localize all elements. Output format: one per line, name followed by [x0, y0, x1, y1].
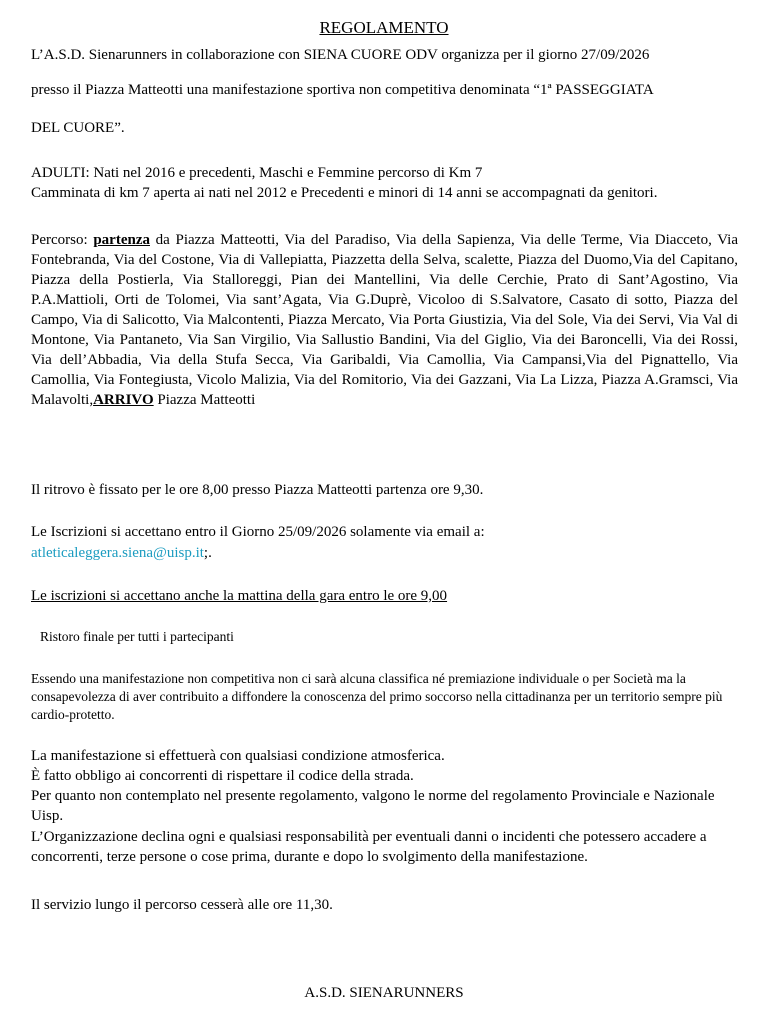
percorso-route: da Piazza Matteotti, Via del Paradiso, Via della Sapienza, Via delle Terme, Via Diacceto, Via Fontebranda, Via del Costone, Via di Vallepiatta, Piazzetta della Selva, scalette, Piazza del Duomo,Via del Capitano, Piazza della Postierla, Via Stalloreggi, Pian dei Mantellini, Via delle Cerchie, Prato di Sant’Agostino, Via P.A.Mattioli, Orti de Tolomei, Via sant’Agata, Via G.Duprè, Vicoloo di S.Salvatore, Casato di sotto, Piazza del Campo, Via di Salicotto, Via Malcontenti, Piazza Mercato, Via Porta Giustizia, Via del Sole, Via dei Servi, Via Val di Montone, Via Pantaneto, Via San Virgilio, Via Sallustio Bandini, Via del Giglio, Via dei Baroncelli, Via dei Rossi, Via dell’Abbadia, Via della Stufa Secca, Via Garibaldi, Via Camollia, Via Campansi,Via del Pignattello, Via Camollia, Via Fontegiusta, Vicolo Malizia, Via del Romitorio, Via dei Gazzani, Via La Lizza, Piazza A.Gramsci, Via Malavolti,: [31, 232, 739, 408]
intro-line-3: DEL CUORE”.: [31, 120, 125, 136]
intro-line-2: presso il Piazza Matteotti una manifestazione sportiva non competitiva denominata “1ª PASSEGGIATA: [31, 82, 654, 98]
intro-line-1: L’A.S.D. Sienarunners in collaborazione con SIENA CUORE ODV organizza per il giorno 27/09/2026: [31, 47, 650, 63]
email-suffix: ;.: [203, 545, 212, 561]
adulti-line-2: Camminata di km 7 aperta ai nati nel 2012 e Precedenti e minori di 14 anni se accompagnati da genitori.: [31, 185, 658, 201]
signature: A.S.D. SIENARUNNERS: [304, 985, 464, 1001]
page-title: REGOLAMENTO: [319, 18, 449, 37]
servizio-text: Il servizio lungo il percorso cesserà alle ore 11,30.: [31, 897, 333, 913]
iscrizioni-email-line: [31, 543, 738, 563]
norme-line-1: La manifestazione si effettuerà con qualsiasi condizione atmosferica.: [31, 748, 445, 764]
classifica-paragraph: Essendo una manifestazione non competitiva non ci sarà alcuna classifica né premiazione individuale o per Società ma la consapevolezza di aver contribuito a diffondere la conoscenza del primo soccorso nella cittadinanza per un territorio sempre più cardio-protetto.: [31, 671, 723, 722]
percorso-paragraph: [31, 230, 738, 410]
arrivo-label: ARRIVO: [93, 392, 154, 408]
ritrovo-text: Il ritrovo è fissato per le ore 8,00 presso Piazza Matteotti partenza ore 9,30.: [31, 482, 484, 498]
norme-line-3: Per quanto non contemplato nel presente regolamento, valgono le norme del regolamento Provinciale e Nazionale Uisp.: [31, 788, 715, 824]
iscrizioni-line: Le Iscrizioni si accettano entro il Giorno 25/09/2026 solamente via email a:: [31, 524, 485, 540]
norme-line-2: È fatto obbligo ai concorrenti di rispettare il codice della strada.: [31, 768, 414, 784]
norme-line-4: L’Organizzazione declina ogni e qualsiasi responsabilità per eventuali danni o incidenti che potessero accadere a concorrenti, terze persone o cose prima, durante e dopo lo svolgimento della manifestazione.: [31, 829, 707, 865]
percorso-end: Piazza Matteotti: [153, 392, 256, 408]
ristoro-text: Ristoro finale per tutti i partecipanti: [40, 629, 234, 644]
percorso-label: Percorso:: [31, 232, 94, 248]
partenza-label: partenza: [93, 232, 150, 248]
mattina-text: Le iscrizioni si accettano anche la mattina della gara entro le ore 9,00: [31, 588, 448, 604]
email-link[interactable]: atleticaleggera.siena@uisp.it: [31, 545, 204, 561]
adulti-line-1: ADULTI: Nati nel 2016 e precedenti, Maschi e Femmine percorso di Km 7: [31, 165, 483, 181]
